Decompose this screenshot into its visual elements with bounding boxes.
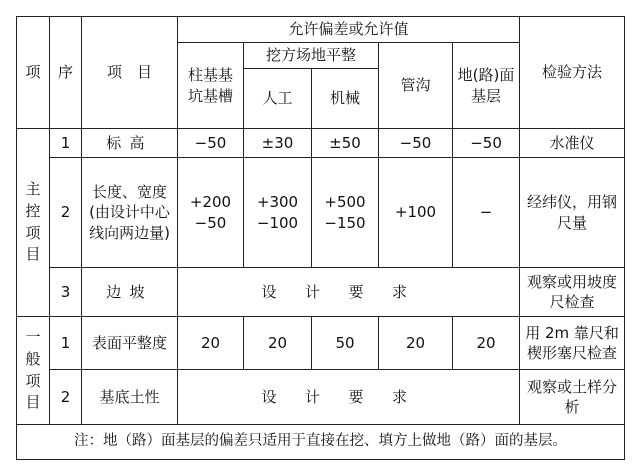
cell-trench: −50 [379, 129, 453, 158]
cell-machine: +500 −150 [312, 158, 379, 268]
row-seq: 1 [50, 317, 82, 370]
cell-manual: +300 −100 [244, 158, 312, 268]
row-seq: 3 [50, 268, 82, 317]
cell-pit: 20 [178, 317, 244, 370]
cell-pit: +200 −50 [178, 158, 244, 268]
row-name: 长度、宽度(由设计中心线向两边量) [82, 158, 178, 268]
cell-design-requirement: 设计要求 [178, 268, 520, 317]
group-main-control: 主控项目 [17, 129, 50, 317]
row-name: 基底土性 [82, 370, 178, 425]
cell-method: 水准仪 [520, 129, 625, 158]
cell-manual: 20 [244, 317, 312, 370]
cell-pit: −50 [178, 129, 244, 158]
cell-method: 观察或用坡度尺检查 [520, 268, 625, 317]
row-name: 表面平整度 [82, 317, 178, 370]
cell-machine: ±50 [312, 129, 379, 158]
header-machine: 机械 [312, 69, 379, 129]
cell-method: 用 2m 靠尺和楔形塞尺检查 [520, 317, 625, 370]
header-excavation: 挖方场地平整 [244, 43, 379, 69]
header-allowed-deviation: 允许偏差或允许值 [178, 17, 520, 43]
cell-method: 经纬仪，用钢尺量 [520, 158, 625, 268]
cell-road: 20 [453, 317, 520, 370]
row-seq: 2 [50, 158, 82, 268]
cell-trench: +100 [379, 158, 453, 268]
cell-machine: 50 [312, 317, 379, 370]
tolerance-table [16, 16, 625, 460]
row-seq: 1 [50, 129, 82, 158]
header-seq: 序 [50, 17, 82, 129]
group-general: 一般项目 [17, 317, 50, 425]
header-trench: 管沟 [379, 43, 453, 129]
row-name: 标高 [82, 129, 178, 158]
header-item: 项 [17, 17, 50, 129]
row-name: 边坡 [82, 268, 178, 317]
header-column-pit: 柱基基坑基槽 [178, 43, 244, 129]
cell-method: 观察或土样分析 [520, 370, 625, 425]
cell-trench: 20 [379, 317, 453, 370]
row-seq: 2 [50, 370, 82, 425]
header-method: 检验方法 [520, 17, 625, 129]
header-road-base: 地(路)面基层 [453, 43, 520, 129]
cell-road: −50 [453, 129, 520, 158]
header-manual: 人工 [244, 69, 312, 129]
header-name: 项 目 [82, 17, 178, 129]
cell-road: − [453, 158, 520, 268]
cell-manual: ±30 [244, 129, 312, 158]
table-note: 注：地（路）面基层的偏差只适用于直接在挖、填方上做地（路）面的基层。 [17, 425, 625, 460]
cell-design-requirement: 设计要求 [178, 370, 520, 425]
